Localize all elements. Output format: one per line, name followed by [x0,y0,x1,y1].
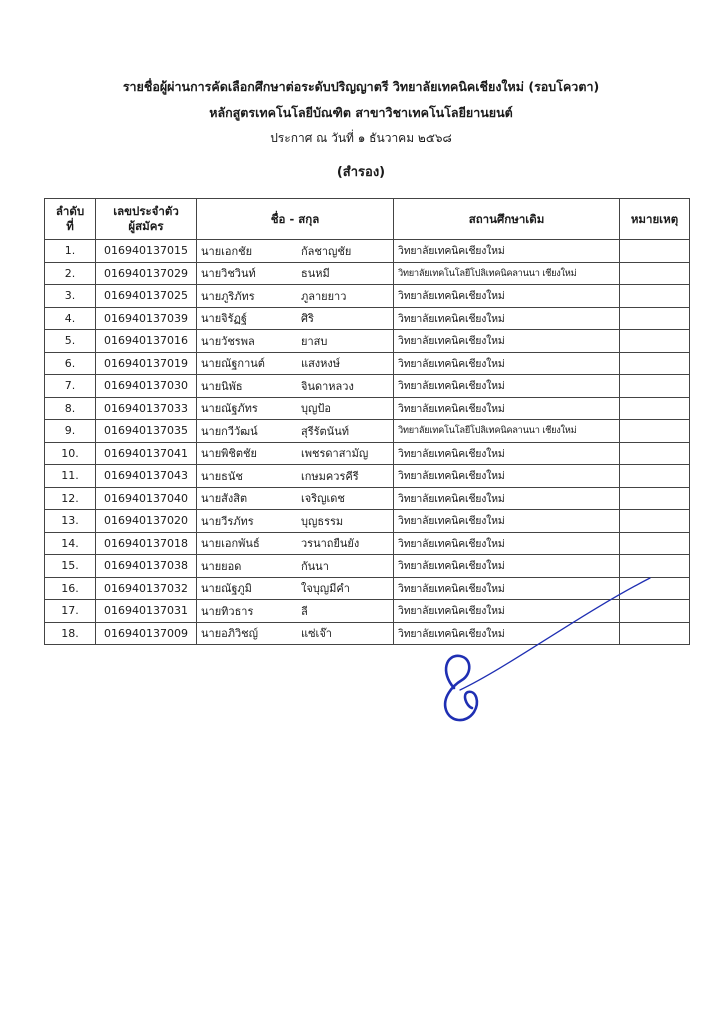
row-first-name: นายกวีวัฒน์ [201,424,258,438]
row-order: 1. [45,240,96,263]
row-last-name: ใจบุญมีคำ [301,582,350,596]
row-order: 6. [45,352,96,375]
row-first-name: นายสังสิต [201,492,248,506]
table-row [45,510,690,533]
row-school: วิทยาลัยเทคนิคเชียงใหม่ [394,510,620,533]
row-school: วิทยาลัยเทคนิคเชียงใหม่ [394,442,620,465]
row-first-name: นายจิรัฏฐ์ [201,312,247,326]
header-applicant-line1: เลขประจำตัว [113,204,179,218]
row-note [620,465,690,488]
row-name [197,240,394,263]
reserve-label: (สำรอง) [336,165,386,180]
row-first-name: นายอภิวิชญ์ [201,627,259,641]
row-order: 2. [45,262,96,285]
row-order: 9. [45,420,96,443]
row-note [620,420,690,443]
row-last-name: สุรีรัตนันท์ [301,424,349,438]
program-title: หลักสูตรเทคโนโลยีบัณฑิต สาขาวิชาเทคโนโลยียานยนต์ [209,105,513,120]
row-last-name: บุญป้อ [301,402,331,416]
row-applicant-id: 016940137035 [96,420,197,443]
header-order-line1: ลำดับ [55,204,85,218]
row-last-name: ยาสบ [301,334,328,348]
row-last-name: จินดาหลวง [301,379,354,393]
row-school: วิทยาลัยเทคนิคเชียงใหม่ [394,555,620,578]
row-applicant-id: 016940137039 [96,307,197,330]
row-order: 18. [45,622,96,645]
row-applicant-id: 016940137025 [96,285,197,308]
row-note [620,307,690,330]
row-first-name: นายวิชวินท์ [201,267,256,281]
table-row [45,285,690,308]
row-name [197,532,394,555]
header-school: สถานศึกษาเดิม [394,199,620,240]
row-first-name: นายณัฐภูมิ [201,582,252,596]
row-school: วิทยาลัยเทคนิคเชียงใหม่ [394,487,620,510]
row-first-name: นายยอด [201,559,242,573]
row-order: 8. [45,397,96,420]
row-school: วิทยาลัยเทคโนโลยีโปลิเทคนิคลานนา เชียงใหม่ [394,420,620,443]
table-row [45,240,690,263]
row-school: วิทยาลัยเทคนิคเชียงใหม่ [394,330,620,353]
row-order: 12. [45,487,96,510]
row-note [620,330,690,353]
table-row [45,420,690,443]
row-note [620,285,690,308]
row-order: 3. [45,285,96,308]
row-applicant-id: 016940137040 [96,487,197,510]
row-applicant-id: 016940137019 [96,352,197,375]
row-order: 14. [45,532,96,555]
row-applicant-id: 016940137009 [96,622,197,645]
header-order [45,199,96,240]
row-order: 7. [45,375,96,398]
row-name [197,600,394,623]
row-applicant-id: 016940137032 [96,577,197,600]
row-applicant-id: 016940137018 [96,532,197,555]
table-row [45,465,690,488]
row-last-name: เพชรดาสามัญ [301,447,369,461]
row-note [620,510,690,533]
row-note [620,487,690,510]
row-name [197,622,394,645]
document-title: รายชื่อผู้ผ่านการคัดเลือกศึกษาต่อระดับปริญญาตรี วิทยาลัยเทคนิคเชียงใหม่ (รอบโควตา) [122,79,600,94]
row-order: 10. [45,442,96,465]
row-note [620,262,690,285]
row-name [197,397,394,420]
row-order: 5. [45,330,96,353]
row-school: วิทยาลัยเทคนิคเชียงใหม่ [394,600,620,623]
row-first-name: นายณัฐกานต์ [201,357,265,371]
row-order: 11. [45,465,96,488]
table-header-row [45,199,690,240]
row-school: วิทยาลัยเทคนิคเชียงใหม่ [394,465,620,488]
header-name: ชื่อ - สกุล [197,199,394,240]
table-row [45,330,690,353]
row-last-name: ลี [301,604,308,618]
row-order: 16. [45,577,96,600]
row-name [197,352,394,375]
header-note: หมายเหตุ [620,199,690,240]
row-name [197,442,394,465]
row-last-name: ศิริ [301,312,314,326]
row-school: วิทยาลัยเทคนิคเชียงใหม่ [394,622,620,645]
row-last-name: เกษมควรคีรี [301,469,359,483]
row-note [620,397,690,420]
table-row [45,262,690,285]
row-first-name: นายเอกชัย [201,244,253,258]
row-last-name: กัลชาญชัย [301,244,352,258]
row-school: วิทยาลัยเทคนิคเชียงใหม่ [394,352,620,375]
row-applicant-id: 016940137015 [96,240,197,263]
header-applicant-id [96,199,197,240]
row-note [620,352,690,375]
row-school: วิทยาลัยเทคนิคเชียงใหม่ [394,532,620,555]
row-school: วิทยาลัยเทคนิคเชียงใหม่ [394,285,620,308]
signature [420,570,660,730]
row-order: 4. [45,307,96,330]
row-name [197,577,394,600]
row-name [197,465,394,488]
row-first-name: นายทิวธาร [201,604,254,618]
table-row [45,307,690,330]
row-last-name: เจริญเดช [301,492,345,506]
row-first-name: นายวัชรพล [201,334,255,348]
row-last-name: ธนหมี [301,267,330,281]
row-first-name: นายพิชิตชัย [201,447,257,461]
row-first-name: นายภูริภัทร [201,289,255,303]
row-note [620,442,690,465]
row-name [197,285,394,308]
row-last-name: ภูลายยาว [301,289,347,303]
header-applicant-line2: ผู้สมัคร [128,219,164,233]
row-name [197,262,394,285]
row-school: วิทยาลัยเทคโนโลยีโปลิเทคนิคลานนา เชียงใหม่ [394,262,620,285]
row-name [197,555,394,578]
row-last-name: บุญธรรม [301,514,344,528]
row-applicant-id: 016940137029 [96,262,197,285]
table-row [45,442,690,465]
table-row [45,375,690,398]
row-note [620,240,690,263]
table-row [45,352,690,375]
row-first-name: นายวีรภัทร [201,514,254,528]
row-applicant-id: 016940137031 [96,600,197,623]
row-last-name: กันนา [301,559,329,573]
row-name [197,487,394,510]
row-last-name: แซ่เจ๊า [301,627,332,641]
row-applicant-id: 016940137030 [96,375,197,398]
table-row [45,487,690,510]
row-order: 15. [45,555,96,578]
row-last-name: วรนาถยืนยัง [301,537,360,551]
row-applicant-id: 016940137016 [96,330,197,353]
row-school: วิทยาลัยเทคนิคเชียงใหม่ [394,307,620,330]
row-school: วิทยาลัยเทคนิคเชียงใหม่ [394,375,620,398]
row-name [197,307,394,330]
row-name [197,420,394,443]
row-school: วิทยาลัยเทคนิคเชียงใหม่ [394,240,620,263]
row-first-name: นายธนัช [201,469,243,483]
row-applicant-id: 016940137038 [96,555,197,578]
table-row [45,532,690,555]
header-order-line2: ที่ [66,219,74,233]
row-name [197,330,394,353]
row-applicant-id: 016940137033 [96,397,197,420]
row-first-name: นายเอกพันธ์ [201,537,260,551]
row-order: 17. [45,600,96,623]
row-note [620,532,690,555]
row-last-name: แสงหงษ์ [301,357,341,371]
row-applicant-id: 016940137020 [96,510,197,533]
row-name [197,510,394,533]
row-school: วิทยาลัยเทคนิคเชียงใหม่ [394,577,620,600]
table-row [45,397,690,420]
row-school: วิทยาลัยเทคนิคเชียงใหม่ [394,397,620,420]
row-first-name: นายนิพัธ [201,379,243,393]
row-note [620,375,690,398]
row-order: 13. [45,510,96,533]
row-first-name: นายณัฐภัทร [201,402,258,416]
row-applicant-id: 016940137043 [96,465,197,488]
announcement-date: ประกาศ ณ วันที่ ๑ ธันวาคม ๒๕๖๘ [270,131,452,145]
row-name [197,375,394,398]
row-applicant-id: 016940137041 [96,442,197,465]
